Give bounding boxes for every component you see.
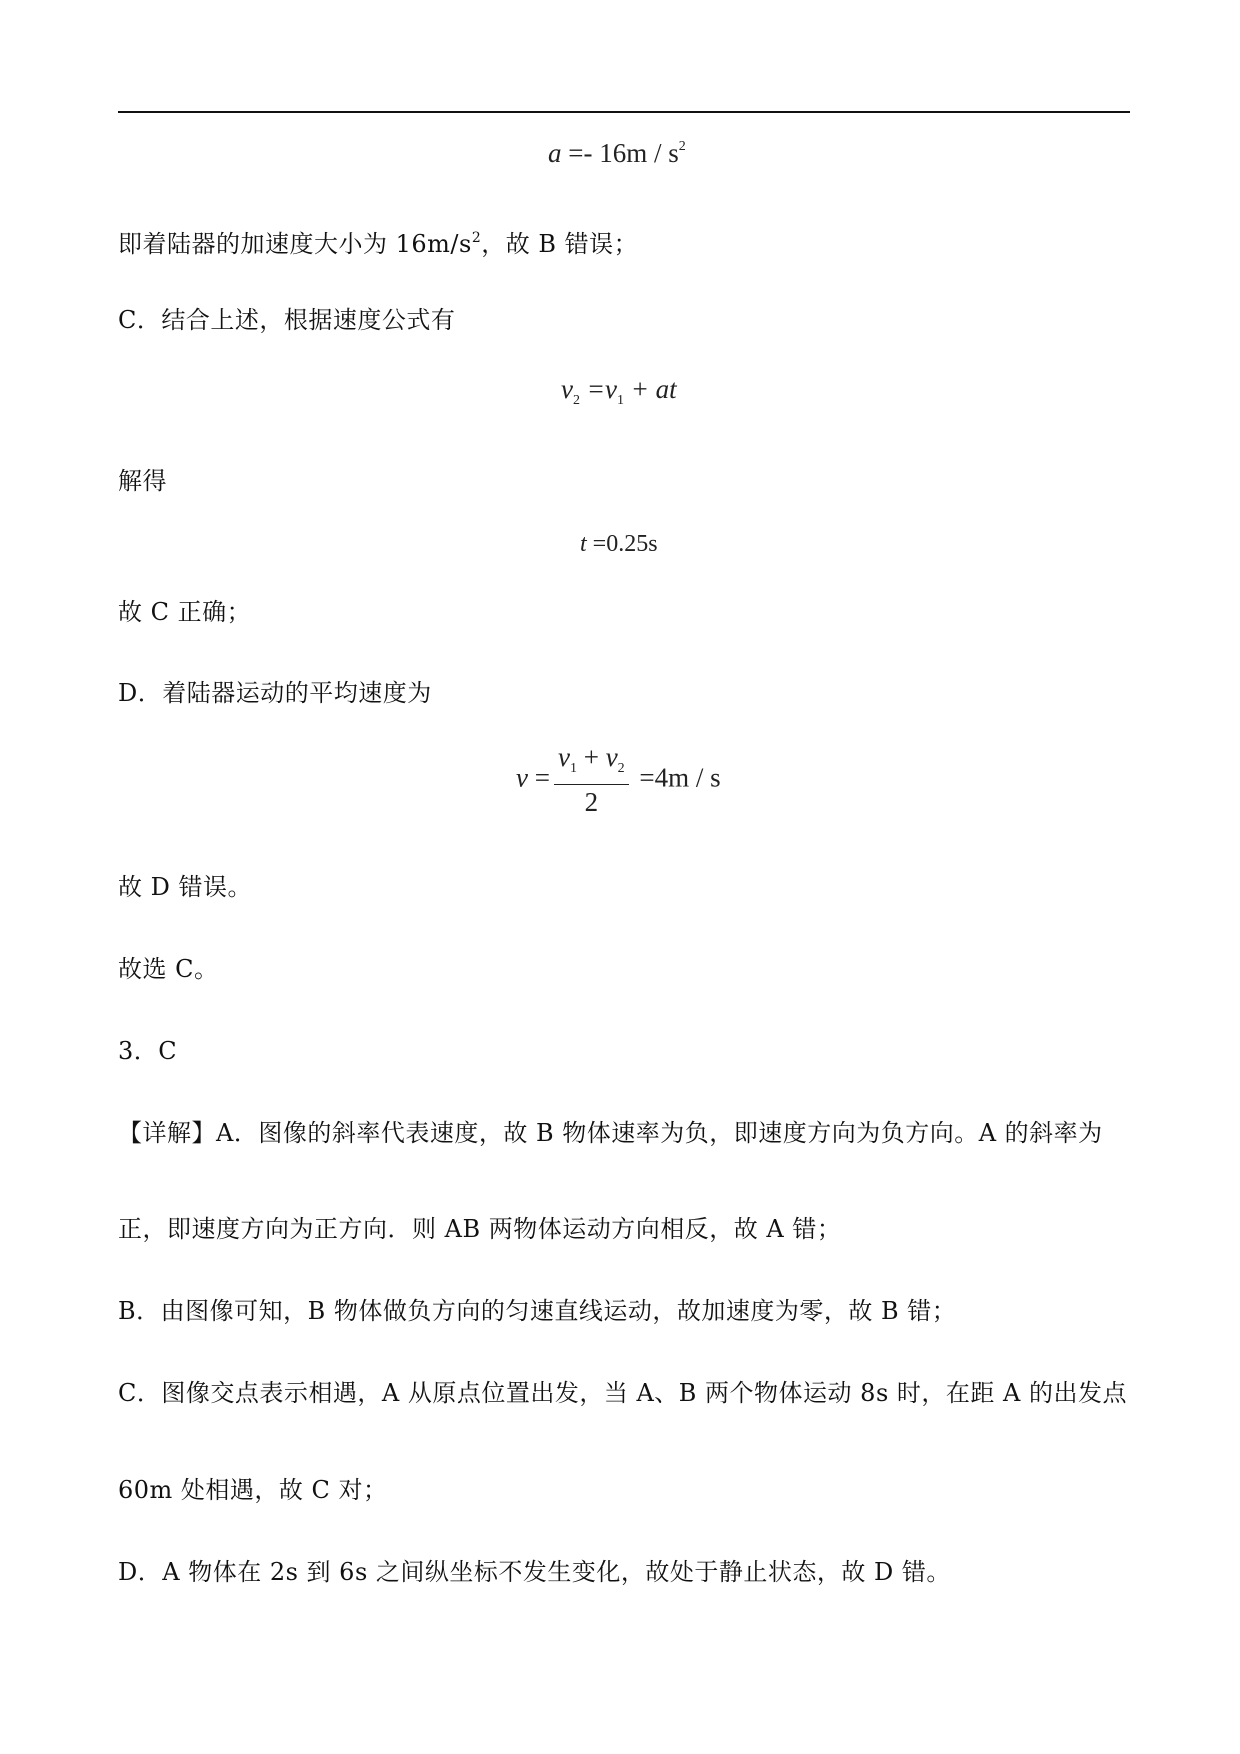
fraction-denominator: 2 <box>584 787 599 817</box>
text-line-1: 即着陆器的加速度大小为 $16m/s^2$，故 B 错误； <box>118 230 639 258</box>
fraction <box>554 742 629 819</box>
text-line-6: 故 D 错误。 <box>118 873 252 901</box>
text-line-14: D．A 物体在 2s 到 6s 之间纵坐标不发生变化，故处于静止状态，故 D 错。 <box>118 1558 951 1586</box>
fraction-numerator: $v_1 + v_2$ <box>554 742 629 785</box>
text-line-8: 3．C <box>118 1037 178 1065</box>
text-line-2: C．结合上述，根据速度公式有 <box>118 306 456 334</box>
header-rule <box>118 111 1130 113</box>
text-line-11: B．由图像可知，B 物体做负方向的匀速直线运动，故加速度为零，故 B 错； <box>118 1297 957 1325</box>
text-line-12: C．图像交点表示相遇，A 从原点位置出发，当 A、B 两个物体运动 8s 时，在距 A 的出发点 <box>118 1379 1127 1407</box>
text-line-7: 故选 C。 <box>118 955 219 983</box>
text-line-10: 正，即速度方向为正方向．则 AB 两物体运动方向相反，故 A 错； <box>118 1215 842 1243</box>
text-line-3: 解得 <box>118 467 167 495</box>
equation-average-velocity: v = $\frac{v_1 + v_2}{2}$ =4m / s <box>516 742 721 817</box>
equation-time: t =0.25s <box>580 531 658 557</box>
text-line-5: D．着陆器运动的平均速度为 <box>118 679 432 707</box>
text-line-4: 故 C 正确； <box>118 598 252 626</box>
text-line-13: 60m 处相遇，故 C 对； <box>118 1476 388 1504</box>
equation-acceleration: $a =- 16m / s^2$ <box>548 138 686 168</box>
equation-velocity: $v_2 =v_1$ + at <box>561 374 677 408</box>
text-line-9: 【详解】A．图像的斜率代表速度，故 B 物体速率为负，即速度方向为负方向。A 的斜率为 <box>118 1119 1103 1147</box>
